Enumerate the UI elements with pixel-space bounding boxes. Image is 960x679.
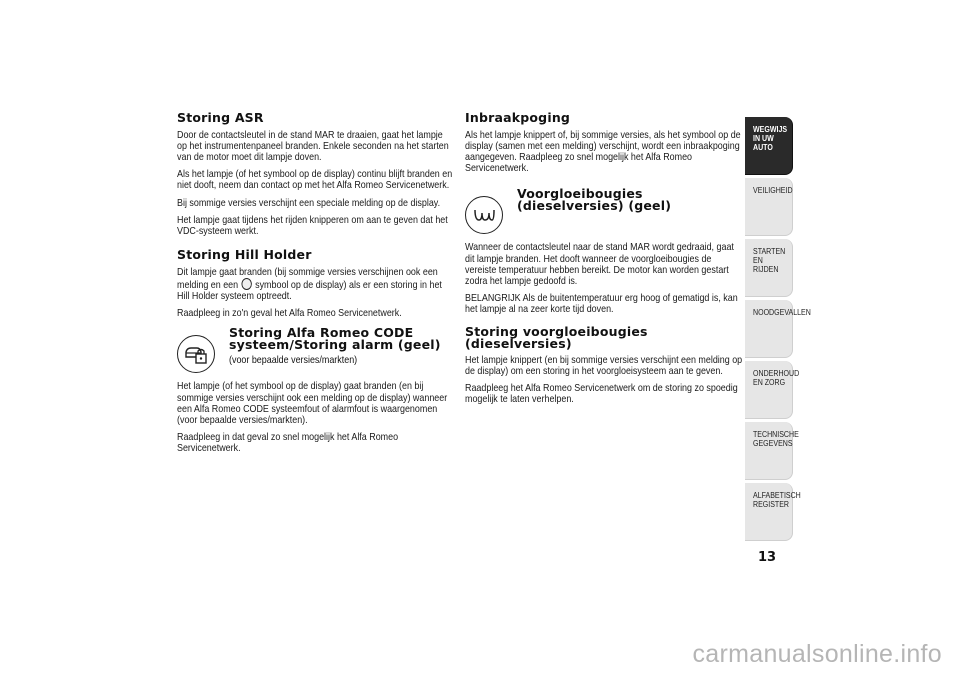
heading-inbraakpoging: Inbraakpoging [465,110,571,125]
glowfault-paragraph-1: Het lampje knippert (en bij sommige versies verschijnt een melding op de display) om een storing in het voorgloeisysteem aan te geven. [465,354,743,377]
right-column [465,112,743,411]
asr-paragraph-2: Als het lampje (of het symbool op de display) continu blijft branden en niet dooft, neem dan contact op met het Alfa Romeo Servicenetwerk. [177,169,453,192]
code-paragraph-2: Raadpleeg in dat geval zo snel mogelijk het Alfa Romeo Servicenetwerk. [177,432,399,455]
glow-plug-icon [465,196,503,234]
tab-wegwijs-in-uw-auto[interactable] [745,117,793,175]
glow-paragraph-2: BELANGRIJK Als de buitentemperatuur erg hoog of gematigd is, kan het lampje al na zeer korte tijd doven. [465,293,738,316]
tab-label: WEGWIJS IN UW AUTO [753,124,788,152]
chapter-tabs [745,117,811,544]
heading-voorgloeibougies: Voorgloeibougies (dieselversies) (geel) [517,186,672,214]
tab-starten-en-rijden[interactable] [745,239,793,297]
hill-paragraph-1 [177,267,454,303]
glowfault-paragraph-2: Raadpleeg het Alfa Romeo Servicenetwerk om de storing zo spoedig mogelijk te laten verhelpen. [465,382,738,406]
hill-paragraph-1a: Dit lampje gaat branden (bij sommige versies verschijnen ook een melding en een [177,266,438,291]
tab-onderhoud-en-zorg[interactable] [745,361,800,419]
watermark: carmanualsonline.info [692,640,942,668]
hill-holder-icon [241,278,251,290]
code-heading-text [229,327,455,366]
tab-label: STARTEN EN RIJDEN [753,246,786,274]
section-asr [177,112,455,237]
glow-paragraph-1: Wanneer de contactsleutel naar de stand MAR wordt gedraaid, gaat dit lampje branden. Het dooft wanneer de voorgloeibougies de vereiste temperatuur hebben bereikt. De motor kan worden gestart zodra het lampje gedoofd is. [465,242,734,287]
page-number: 13 [758,550,777,565]
code-subnote: (voor bepaalde versies/markten) [229,355,358,367]
tab-veiligheid[interactable] [745,178,793,236]
tab-technische-gegevens[interactable] [745,422,799,480]
tab-alfabetisch-register[interactable] [745,483,801,541]
tab-label: TECHNISCHE GEGEVENS [753,429,799,448]
heading-storing-asr: Storing ASR [177,110,264,125]
heading-storing-voorgloeibougies: Storing voorgloeibougies (dieselversies) [465,323,648,351]
tab-label: VEILIGHEID [753,185,793,195]
heading-storing-code: Storing Alfa Romeo CODE systeem/Storing alarm (geel) [229,325,441,353]
tab-label: NOODGEVALLEN [753,307,811,317]
car-lock-icon [177,335,215,373]
section-hill-holder [177,249,455,319]
section-code-heading [177,327,455,373]
intrusion-paragraph-1: Als het lampje knippert of, bij sommige versies, als het symbool op de display (samen met een melding) verschijnt, wordt een inbraakpoging aangegeven. Raadpleeg zo snel mogelijk het Alfa Romeo Servicenetwerk. [465,129,741,175]
asr-paragraph-1: Door de contactsleutel in de stand MAR te draaien, gaat het lampje op het instrumentenpaneel branden. Enkele seconden na het starten van de motor moet dit lampje doven. [177,129,449,163]
tab-label: ONDERHOUD EN ZORG [753,368,800,387]
hill-paragraph-2: Raadpleeg in zo'n geval het Alfa Romeo Servicenetwerk. [177,308,402,320]
asr-paragraph-3: Bij sommige versies verschijnt een speciale melding op de display. [177,197,441,209]
tab-label: ALFABETISCH REGISTER [753,490,801,509]
asr-paragraph-4: Het lampje gaat tijdens het rijden knipperen om aan te geven dat het VDC-systeem werkt. [177,214,448,237]
section-inbraakpoging [465,112,743,174]
code-paragraph-1: Het lampje (of het symbool op de display) gaat branden (en bij sommige versies verschijnt ook een melding op de display) wanneer een Alfa Romeo CODE systeemfout of alarmfout is waargenomen (voor bepaalde versies/markten). [177,381,448,427]
section-glow-heading [465,188,743,234]
tab-noodgevallen[interactable] [745,300,811,358]
left-column [177,112,455,461]
section-glow-fault [465,323,743,406]
heading-storing-hill-holder: Storing Hill Holder [177,247,312,263]
hill-paragraph-1b: symbool op de display) als er een storing in het Hill Holder systeem optreedt. [177,279,442,303]
